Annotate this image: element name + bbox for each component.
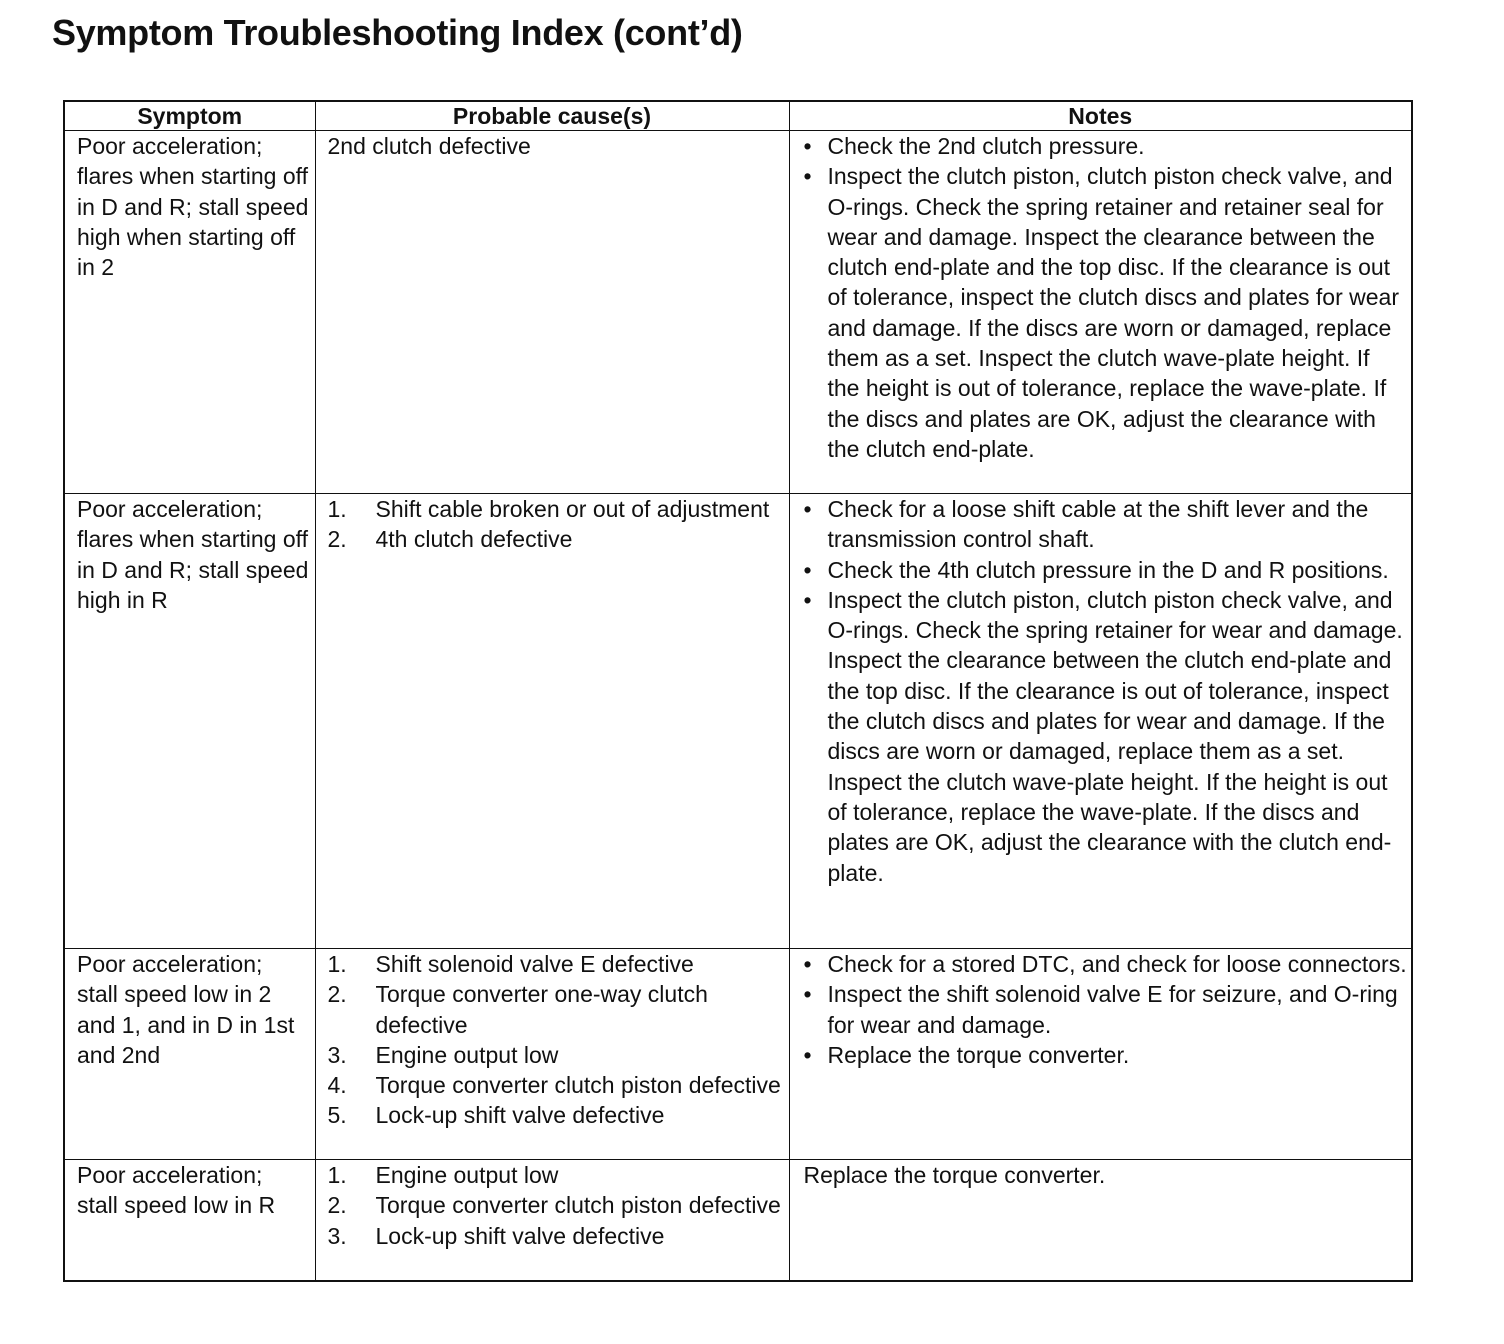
notes-cell: Replace the torque converter. [789, 1160, 1412, 1282]
bullet-icon: • [803, 496, 812, 522]
note-item [804, 585, 1408, 888]
causes-cell [315, 1160, 789, 1282]
cause-text: Lock-up shift valve defective [375, 1222, 665, 1249]
cause-number: 2. [327, 1192, 347, 1219]
notes-cell [789, 131, 1412, 494]
cause-number: 3. [327, 1041, 347, 1068]
cause-number: 3. [327, 1222, 347, 1249]
header-notes: Notes [789, 101, 1412, 131]
cause-number: 2. [327, 526, 347, 553]
cause-number: 1. [327, 951, 347, 977]
cause-text: Shift cable broken or out of adjustment [375, 496, 770, 522]
header-probable-causes: Probable cause(s) [315, 101, 789, 131]
note-text: Check for a loose shift cable at the shift lever and the transmission control shaft. [827, 496, 1369, 553]
cause-item [328, 1040, 783, 1070]
cause-item [328, 1100, 783, 1130]
troubleshooting-table [63, 100, 1413, 1282]
cause-item [328, 524, 783, 554]
note-item [804, 161, 1408, 464]
bullet-icon: • [803, 951, 812, 977]
table-row [64, 494, 1412, 949]
cause-number: 1. [327, 1162, 347, 1188]
bullet-icon: • [803, 586, 812, 613]
cause-text: Engine output low [375, 1162, 559, 1188]
page-title: Symptom Troubleshooting Index (cont’d) [52, 12, 743, 53]
note-item [804, 131, 1408, 161]
note-text: Inspect the clutch piston, clutch piston check valve, and O-rings. Check the spring retainer and retainer seal for wear and damage. Inspect the clearance between the clutch end-plate and the top disc. If the clearance is out of tolerance, inspect the clutch discs and plates for wear and damage. If the discs are worn or damaged, replace them as a set. Inspect the clutch wave-plate height. If the height is out of tolerance, replace the wave-plate. If the discs and plates are OK, adjust the clearance with the clutch end-plate. [827, 163, 1399, 462]
cause-item [328, 949, 783, 979]
cause-item [328, 1160, 783, 1190]
cause-item [328, 1070, 783, 1100]
cause-item [328, 1190, 783, 1220]
cause-number: 4. [327, 1072, 347, 1099]
symptom-cell: Poor acceleration; flares when starting off in D and R; stall speed high when starting off in 2 [64, 131, 315, 494]
note-text: Check the 4th clutch pressure in the D and R positions. [827, 556, 1389, 583]
bullet-icon: • [803, 981, 812, 1008]
causes-cell [315, 949, 789, 1160]
symptom-cell: Poor acceleration; flares when starting off in D and R; stall speed high in R [64, 494, 315, 949]
table-row [64, 131, 1412, 494]
note-text: Check the 2nd clutch pressure. [827, 133, 1145, 159]
table-row [64, 949, 1412, 1160]
note-text: Inspect the clutch piston, clutch piston check valve, and O-rings. Check the spring retainer for wear and damage. Inspect the clearance between the clutch end-plate and the top disc. If the clearance is out of tolerance, inspect the clutch discs and plates for wear and damage. If the discs are worn or damaged, replace them as a set. Inspect the clutch wave-plate height. If the height is out of tolerance, replace the wave-plate. If the discs and plates are OK, adjust the clearance with the clutch end-plate. [827, 586, 1403, 886]
table-row [64, 1160, 1412, 1282]
note-text: Check for a stored DTC, and check for loose connectors. [827, 951, 1407, 977]
cause-number: 5. [327, 1102, 347, 1129]
note-text: Inspect the shift solenoid valve E for seizure, and O-ring for wear and damage. [827, 981, 1398, 1038]
cause-text: Lock-up shift valve defective [375, 1102, 665, 1129]
cause-item [328, 979, 783, 1040]
causes-cell [315, 494, 789, 949]
cause-text: 4th clutch defective [375, 526, 573, 553]
cause-text: Torque converter one-way clutch defective [375, 981, 708, 1038]
note-text: Replace the torque converter. [827, 1041, 1130, 1068]
cause-text: Torque converter clutch piston defective [375, 1072, 781, 1099]
cause-text: Engine output low [375, 1041, 559, 1068]
bullet-icon: • [803, 1041, 812, 1068]
cause-item [328, 494, 783, 524]
cause-text: Torque converter clutch piston defective [375, 1192, 781, 1219]
note-item [804, 555, 1408, 585]
symptom-cell: Poor acceleration; stall speed low in 2 and 1, and in D in 1st and 2nd [64, 949, 315, 1160]
note-item [804, 494, 1408, 555]
symptom-cell: Poor acceleration; stall speed low in R [64, 1160, 315, 1282]
header-row [64, 101, 1412, 131]
bullet-icon: • [803, 163, 812, 190]
causes-cell: 2nd clutch defective [315, 131, 789, 494]
cause-text: Shift solenoid valve E defective [375, 951, 694, 977]
bullet-icon: • [803, 556, 812, 583]
cause-number: 1. [327, 496, 347, 522]
note-item [804, 1040, 1408, 1070]
note-item [804, 979, 1408, 1040]
cause-item [328, 1221, 783, 1251]
note-item [804, 949, 1408, 979]
notes-cell [789, 494, 1412, 949]
header-symptom: Symptom [64, 101, 315, 131]
cause-number: 2. [327, 981, 347, 1008]
bullet-icon: • [803, 133, 812, 159]
notes-cell [789, 949, 1412, 1160]
